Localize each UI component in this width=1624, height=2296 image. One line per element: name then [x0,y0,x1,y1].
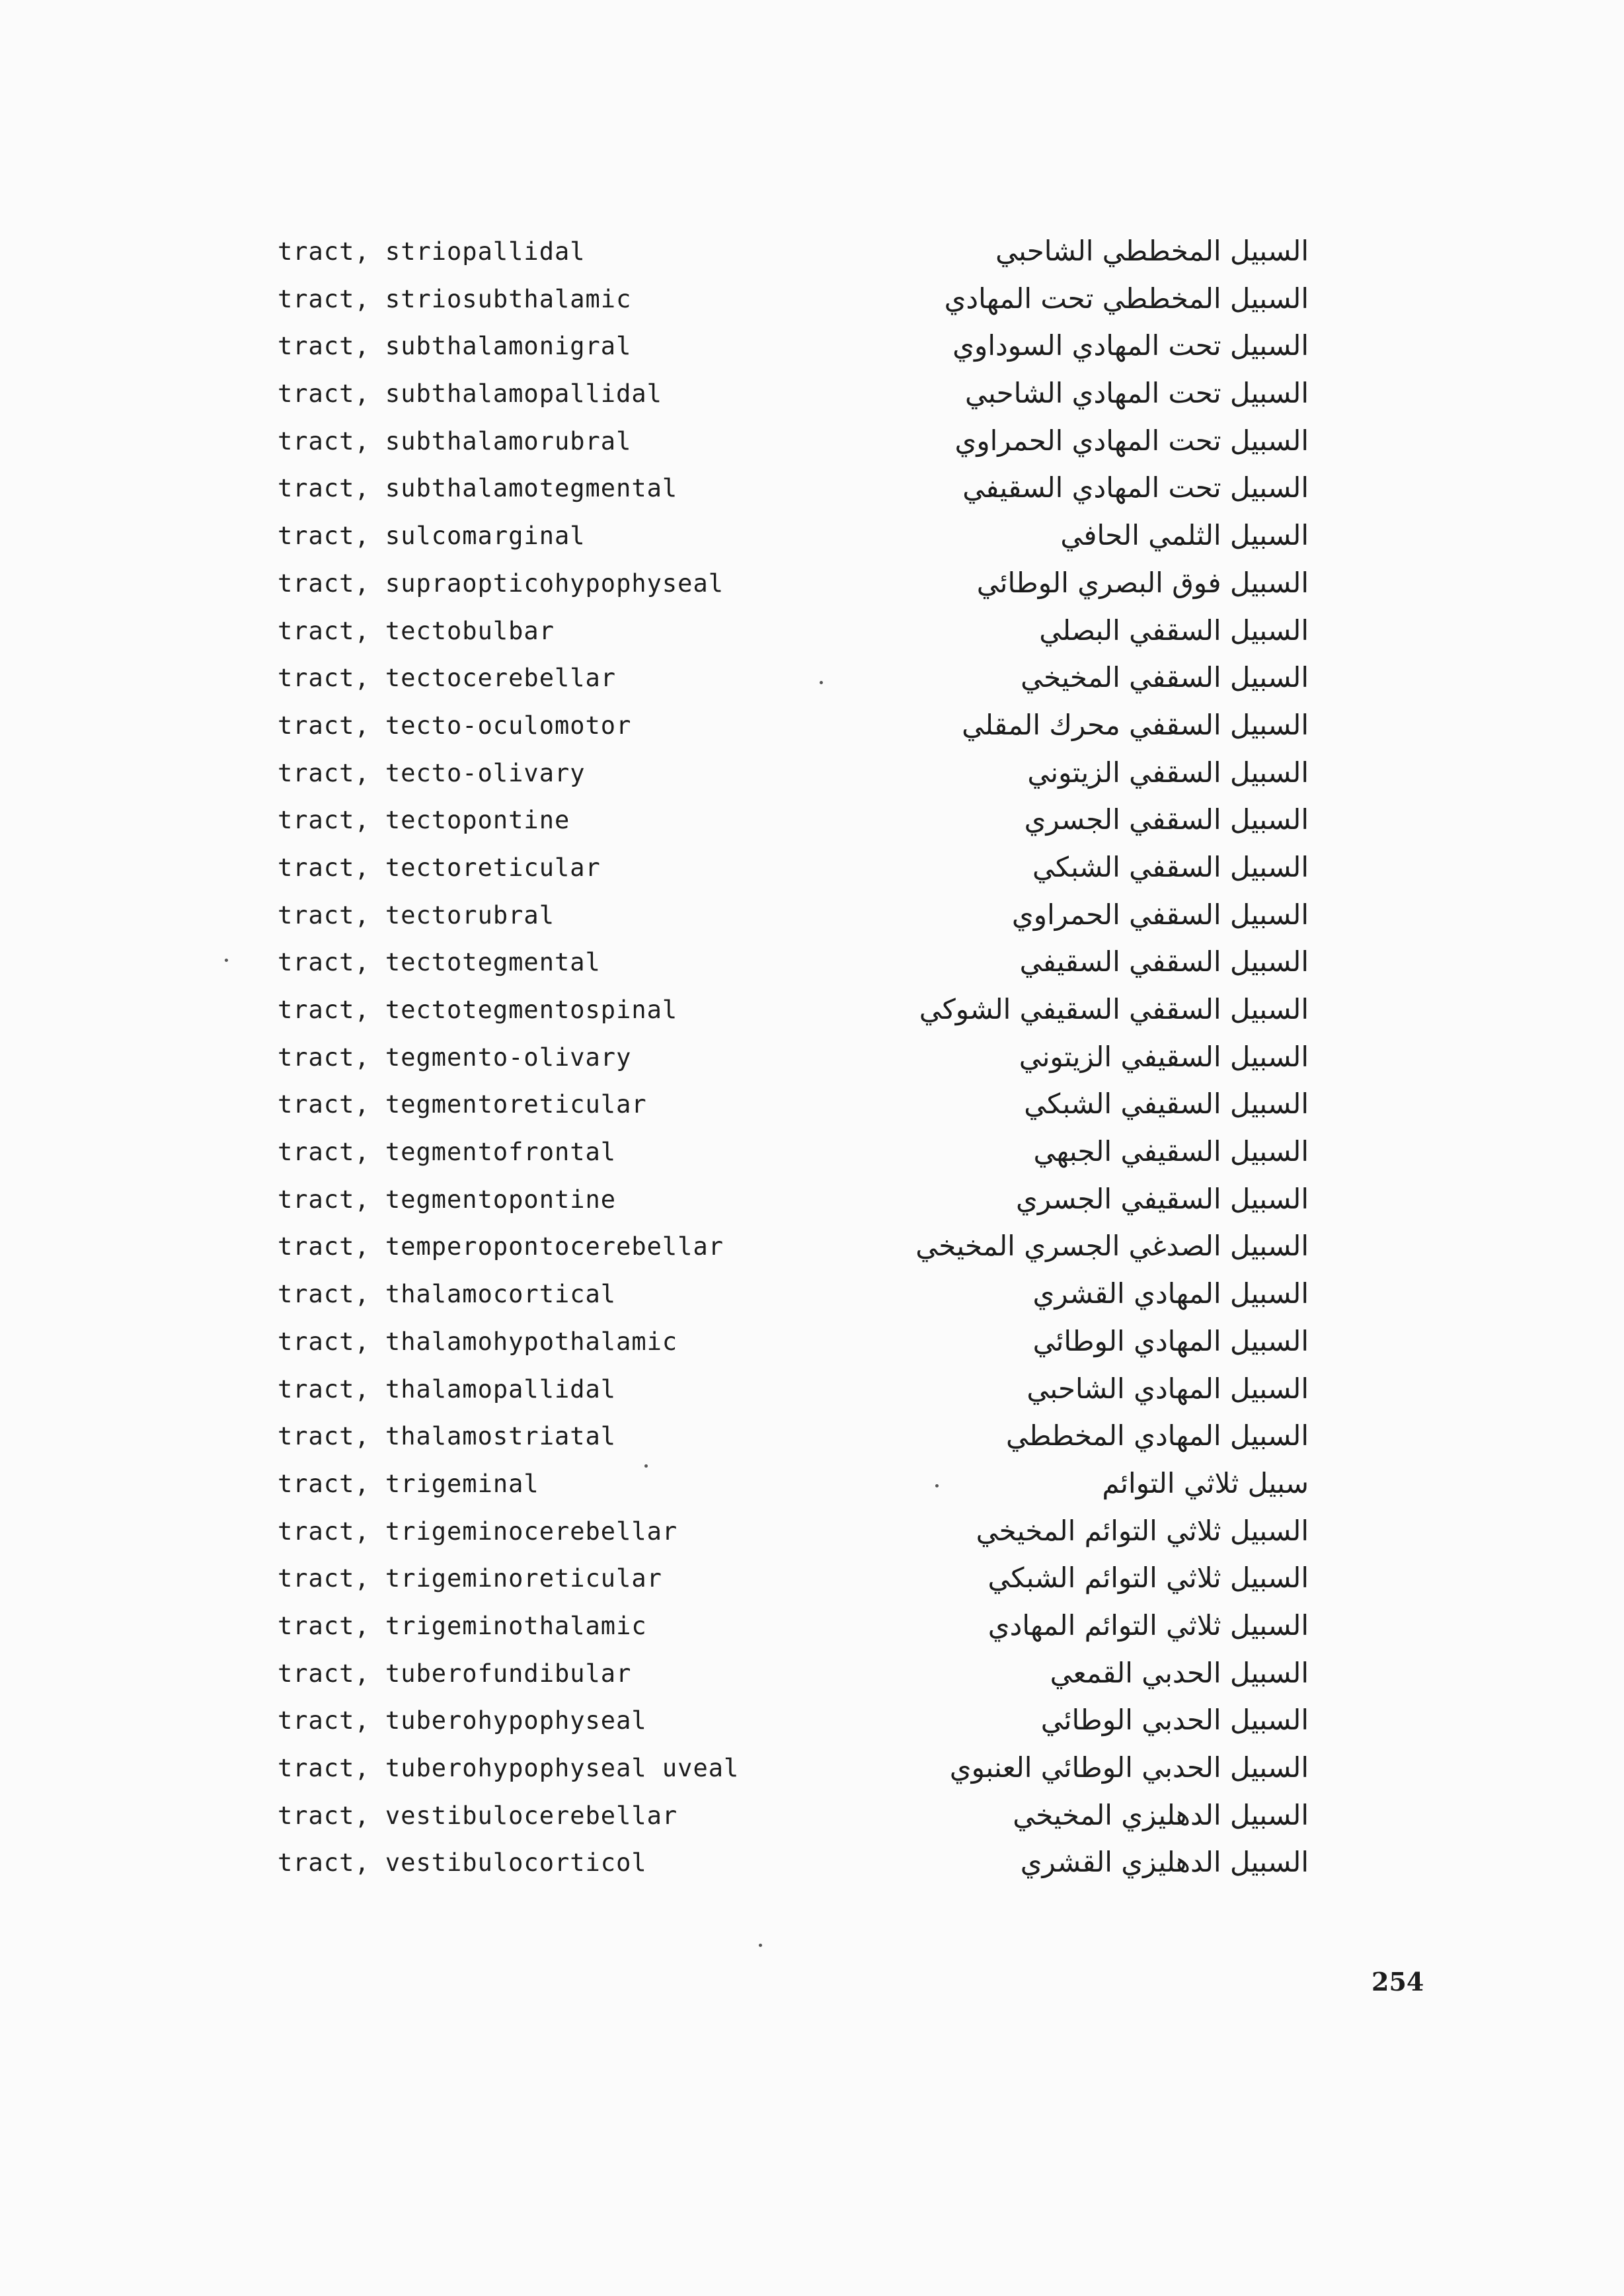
english-term: tract, trigeminocerebellar [278,1517,678,1546]
english-term: tract, supraopticohypophyseal [278,569,724,598]
arabic-term: السبيل السقيفي الجسري [1016,1182,1309,1215]
english-term: tract, tectopontine [278,806,570,835]
english-term: tract, subthalamotegmental [278,474,678,503]
english-term: tract, tectoreticular [278,853,601,882]
glossary-entry [251,993,1309,1041]
scan-speck [225,959,228,962]
arabic-term: السبيل المهادي القشري [1032,1277,1309,1310]
arabic-term: السبيل الصدغي الجسري المخيخي [915,1230,1309,1263]
english-term: tract, thalamostriatal [278,1422,617,1451]
arabic-term: السبيل الثلمي الحافي [1060,519,1309,552]
arabic-term: السبيل السقفي السقيفي [1019,945,1309,978]
english-term: tract, tectotegmentospinal [278,996,678,1024]
english-term: tract, trigeminal [278,1469,539,1498]
glossary-entry [251,424,1309,472]
glossary-entry [251,1751,1309,1799]
glossary-list [251,235,1309,1893]
arabic-term: السبيل تحت المهادي السوداوي [952,329,1309,362]
english-term: tract, trigeminoreticular [278,1564,662,1593]
english-term: tract, tectorubral [278,900,555,930]
english-term: tract, tegmento-olivary [278,1043,632,1072]
english-term: tract, tegmentoreticular [278,1090,647,1119]
english-term: tract, tuberohypophyseal [278,1706,647,1735]
arabic-term: السبيل الحدبي القمعي [1050,1656,1309,1689]
arabic-term: السبيل السقيفي الجبهي [1033,1135,1309,1168]
english-term: tract, vestibulocorticol [278,1848,647,1878]
arabic-term: السبيل ثلاثي التوائم المهادي [987,1608,1309,1642]
glossary-entry [251,235,1309,282]
glossary-entry [251,709,1309,756]
arabic-term: السبيل السقفي الجسري [1024,803,1309,836]
arabic-term: السبيل الحدبي الوطائي العنبوي [949,1751,1309,1784]
arabic-term: السبيل تحت المهادي السقيفي [962,471,1309,504]
arabic-term: السبيل السقيفي الشبكي [1024,1088,1309,1121]
english-term: tract, striosubthalamic [278,284,632,313]
glossary-entry [251,282,1309,330]
glossary-entry [251,1372,1309,1420]
glossary-entry [251,1325,1309,1372]
glossary-entry [251,1704,1309,1751]
scan-speck [759,1944,762,1947]
arabic-term: السبيل المهادي المخططي [1005,1419,1309,1452]
english-term: tract, thalamopallidal [278,1374,617,1404]
arabic-term: السبيل السقفي البصلي [1039,614,1309,647]
glossary-entry [251,756,1309,804]
glossary-entry [251,898,1309,946]
english-term: tract, subthalamonigral [278,332,632,361]
glossary-entry [251,567,1309,614]
glossary-entry [251,1135,1309,1183]
arabic-term: السبيل السقفي المخيخي [1021,661,1309,694]
glossary-entry [251,1183,1309,1230]
english-term: tract, tecto-oculomotor [278,711,632,740]
page-number: 254 [1372,1967,1424,1997]
glossary-entry [251,329,1309,377]
english-term: tract, sulcomarginal [278,522,586,551]
arabic-term: السبيل المخططي الشاحبي [995,235,1309,267]
scan-speck [935,1484,939,1487]
english-term: tract, trigeminothalamic [278,1611,647,1640]
english-term: tract, subthalamorubral [278,426,632,455]
english-term: tract, tectotegmental [278,948,601,977]
glossary-entry [251,851,1309,898]
arabic-term: السبيل تحت المهادي الشاحبي [964,377,1309,410]
arabic-term: السبيل الدهليزي المخيخي [1013,1798,1309,1831]
glossary-entry [251,1277,1309,1325]
glossary-entry [251,1515,1309,1562]
arabic-term: السبيل المهادي الشاحبي [1026,1372,1309,1405]
glossary-entry [251,1230,1309,1277]
glossary-entry [251,1799,1309,1846]
arabic-term: السبيل فوق البصري الوطائي [976,566,1309,599]
english-term: tract, tegmentofrontal [278,1138,617,1167]
arabic-term: السبيل السقفي السقيفي الشوكي [919,993,1309,1025]
glossary-entry [251,377,1309,424]
arabic-term: السبيل الدهليزي القشري [1020,1846,1309,1879]
glossary-entry [251,803,1309,851]
arabic-term: السبيل الحدبي الوطائي [1040,1704,1309,1737]
scan-speck [644,1464,648,1468]
english-term: tract, tectocerebellar [278,664,617,693]
english-term: tract, tuberofundibular [278,1659,632,1688]
glossary-entry [251,1419,1309,1467]
arabic-term: السبيل السقيفي الزيتوني [1019,1040,1309,1073]
arabic-term: السبيل ثلاثي التوائم المخيخي [976,1514,1309,1547]
glossary-entry [251,1041,1309,1088]
english-term: tract, thalamohypothalamic [278,1327,678,1356]
english-term: tract, subthalamopallidal [278,379,662,409]
arabic-term: السبيل ثلاثي التوائم الشبكي [987,1562,1309,1595]
scan-speck [820,681,823,684]
glossary-entry [251,661,1309,709]
glossary-entry [251,471,1309,519]
glossary-entry [251,1609,1309,1657]
arabic-term: سبيل ثلاثي التوائم [1102,1466,1309,1499]
arabic-term: السبيل السقفي الزيتوني [1027,756,1309,789]
glossary-entry [251,1562,1309,1609]
glossary-entry [251,519,1309,567]
english-term: tract, thalamocortical [278,1280,617,1309]
english-term: tract, tuberohypophyseal uveal [278,1754,740,1782]
arabic-term: السبيل تحت المهادي الحمراوي [954,424,1309,457]
english-term: tract, vestibulocerebellar [278,1801,678,1830]
english-term: tract, temperopontocerebellar [278,1232,724,1261]
arabic-term: السبيل المخططي تحت المهادي [944,282,1309,315]
glossary-entry [251,945,1309,993]
arabic-term: السبيل السقفي الحمراوي [1011,898,1309,931]
glossary-entry [251,1657,1309,1704]
english-term: tract, tectobulbar [278,616,555,645]
arabic-term: السبيل السقفي محرك المقلي [962,708,1309,741]
arabic-term: السبيل المهادي الوطائي [1032,1324,1309,1357]
english-term: tract, tecto-olivary [278,758,586,787]
english-term: tract, tegmentopontine [278,1185,617,1214]
arabic-term: السبيل السقفي الشبكي [1032,850,1309,883]
glossary-entry [251,614,1309,662]
glossary-entry [251,1088,1309,1135]
glossary-entry [251,1846,1309,1893]
english-term: tract, striopallidal [278,237,586,266]
glossary-entry [251,1467,1309,1515]
